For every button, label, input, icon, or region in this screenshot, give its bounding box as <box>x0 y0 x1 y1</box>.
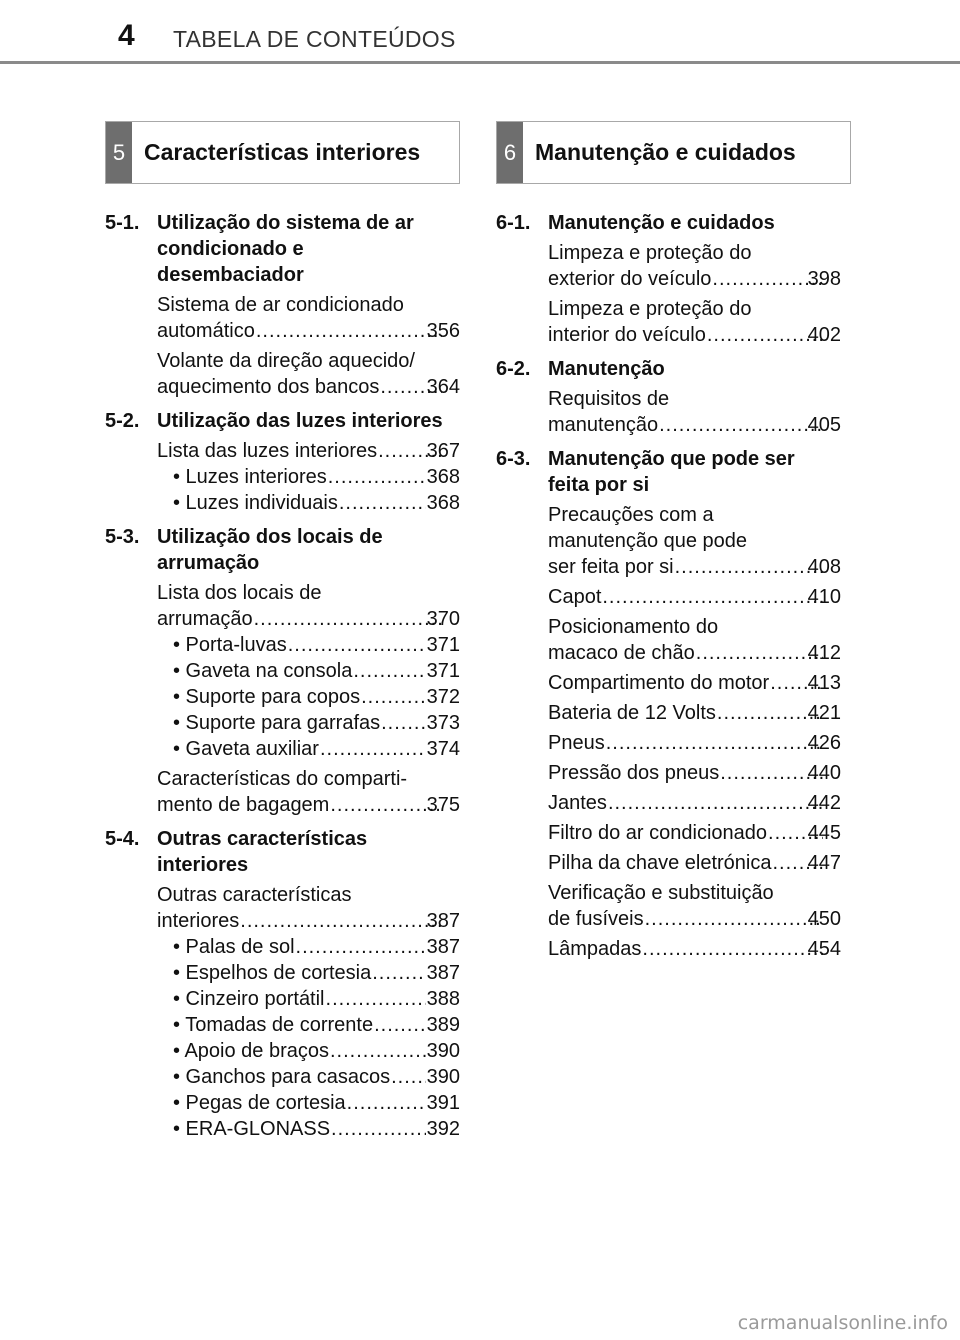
entry-text: mento de bagagem <box>157 794 330 816</box>
toc-column-5 <box>105 210 460 1150</box>
page-ref: 408 <box>807 556 841 578</box>
toc-entry[interactable] <box>548 700 841 726</box>
toc-entry[interactable] <box>157 766 460 818</box>
toc-entry[interactable] <box>548 820 841 846</box>
toc-subentry[interactable] <box>173 464 460 490</box>
page-ref: 392 <box>426 1118 460 1140</box>
page-ref: 356 <box>426 320 460 342</box>
page-number: 4 <box>118 19 135 52</box>
page-ref: 405 <box>807 414 841 436</box>
toc-entry[interactable] <box>548 584 841 610</box>
page-ref: 398 <box>807 268 841 290</box>
entry-text: Limpeza e proteção do <box>548 242 752 264</box>
entry-text: macaco de chão <box>548 642 695 664</box>
toc-entry[interactable] <box>548 670 841 696</box>
subentry-text: • Pegas de cortesia <box>173 1092 346 1114</box>
page-ref: 388 <box>426 988 460 1010</box>
toc-group-5-1 <box>105 210 460 400</box>
toc-entry[interactable] <box>548 240 841 292</box>
subentry-text: • Tomadas de corrente <box>173 1014 374 1036</box>
subentry-text: • Luzes interiores <box>173 466 327 488</box>
leader-dots <box>254 606 442 632</box>
leader-dots <box>328 464 426 490</box>
group-title-line: interiores <box>157 854 249 876</box>
entry-text: Filtro do ar condicionado <box>548 822 768 844</box>
leader-dots <box>391 1064 426 1090</box>
group-title-line: Manutenção e cuidados <box>548 212 775 234</box>
leader-dots <box>330 792 441 818</box>
group-title-line: Utilização do sistema de ar <box>157 212 414 234</box>
toc-group-5-3 <box>105 524 460 818</box>
page-ref: 391 <box>426 1092 460 1114</box>
toc-subentry[interactable] <box>173 736 460 762</box>
leader-dots <box>256 318 442 344</box>
entry-text: Pneus <box>548 732 605 754</box>
page-header <box>0 0 960 64</box>
entry-text: interiores <box>157 910 240 932</box>
page-ref: 368 <box>426 492 460 514</box>
toc-column-6 <box>496 210 841 970</box>
page-ref: 390 <box>426 1040 460 1062</box>
toc-group-heading[interactable] <box>496 210 841 236</box>
leader-dots <box>353 658 425 684</box>
leader-dots <box>696 640 823 666</box>
toc-entry[interactable] <box>548 936 841 962</box>
toc-subentry[interactable] <box>173 684 460 710</box>
group-number: 6-2. <box>496 358 531 380</box>
entry-text: Limpeza e proteção do <box>548 298 752 320</box>
leader-dots <box>296 934 426 960</box>
entry-text: manutenção <box>548 414 659 436</box>
page-ref: 390 <box>426 1066 460 1088</box>
section-number-badge: 5 <box>106 122 132 183</box>
toc-subentry[interactable] <box>173 986 460 1012</box>
group-title-line: feita por si <box>548 474 650 496</box>
header-divider <box>0 61 960 64</box>
toc-subentry[interactable] <box>173 1090 460 1116</box>
leader-dots <box>659 412 823 438</box>
leader-dots <box>326 986 426 1012</box>
group-number: 6-1. <box>496 212 531 234</box>
group-number: 5-4. <box>105 828 140 850</box>
page-ref: 370 <box>426 608 460 630</box>
leader-dots <box>712 266 822 292</box>
entry-text: Bateria de 12 Volts <box>548 702 716 724</box>
toc-entry[interactable] <box>548 790 841 816</box>
toc-entry[interactable] <box>157 292 460 344</box>
page-ref: 364 <box>426 376 460 398</box>
entry-text: Capot <box>548 586 602 608</box>
subentry-text: • Espelhos de cortesia <box>173 962 372 984</box>
page-ref: 375 <box>426 794 460 816</box>
toc-subentry[interactable] <box>173 1116 460 1142</box>
toc-entry[interactable] <box>157 348 460 400</box>
leader-dots <box>339 490 426 516</box>
group-number: 5-2. <box>105 410 140 432</box>
leader-dots <box>288 632 426 658</box>
entry-text: interior do veículo <box>548 324 706 346</box>
page-ref: 447 <box>807 852 841 874</box>
group-title-line: Utilização dos locais de <box>157 526 383 548</box>
toc-group-5-4 <box>105 826 460 1142</box>
entry-text: ser feita por si <box>548 556 674 578</box>
toc-group-heading[interactable] <box>105 210 460 288</box>
group-title-line: Outras características <box>157 828 368 850</box>
page-ref: 440 <box>807 762 841 784</box>
header-title: TABELA DE CONTEÚDOS <box>173 26 456 52</box>
group-title-line: arrumação <box>157 552 260 574</box>
page-ref: 371 <box>426 634 460 656</box>
entry-text: Lista dos locais de <box>157 582 322 604</box>
entry-text: Outras características <box>157 884 352 906</box>
leader-dots <box>381 710 426 736</box>
leader-dots <box>320 736 426 762</box>
section-number-badge: 6 <box>497 122 523 183</box>
toc-group-heading[interactable] <box>496 356 841 382</box>
leader-dots <box>707 322 823 348</box>
toc-group-6-1 <box>496 210 841 348</box>
page-ref: 387 <box>426 962 460 984</box>
subentry-text: • ERA-GLONASS <box>173 1118 331 1140</box>
subentry-text: • Suporte para copos <box>173 686 361 708</box>
page-ref: 372 <box>426 686 460 708</box>
page-ref: 373 <box>426 712 460 734</box>
toc-entry[interactable] <box>157 438 460 464</box>
entry-text: Verificação e substituição <box>548 882 774 904</box>
group-title-line: condicionado e <box>157 238 304 260</box>
page-ref: 374 <box>426 738 460 760</box>
entry-text: Pilha da chave eletrónica <box>548 852 772 874</box>
page-ref: 454 <box>807 938 841 960</box>
toc-entry[interactable] <box>548 850 841 876</box>
entry-text: Precauções com a <box>548 504 714 526</box>
page-ref: 402 <box>807 324 841 346</box>
subentry-text: • Cinzeiro portátil <box>173 988 325 1010</box>
group-title-line: desembaciador <box>157 264 304 286</box>
leader-dots <box>606 730 823 756</box>
leader-dots <box>645 906 823 932</box>
group-number: 5-3. <box>105 526 140 548</box>
subentry-text: • Luzes individuais <box>173 492 338 514</box>
subentry-text: • Apoio de braços <box>173 1040 329 1062</box>
entry-text: Características do comparti- <box>157 768 408 790</box>
entry-text: Compartimento do motor <box>548 672 770 694</box>
page-ref: 450 <box>807 908 841 930</box>
page-ref: 389 <box>426 1014 460 1036</box>
leader-dots <box>240 908 441 934</box>
entry-text: aquecimento dos bancos <box>157 376 380 398</box>
toc-group-6-3 <box>496 446 841 962</box>
entry-text: Posicionamento do <box>548 616 719 638</box>
group-title-line: Manutenção <box>548 358 665 380</box>
group-title-line: Manutenção que pode ser <box>548 448 795 470</box>
leader-dots <box>361 684 426 710</box>
leader-dots <box>331 1116 426 1142</box>
page-ref: 421 <box>807 702 841 724</box>
page-ref: 371 <box>426 660 460 682</box>
page-ref: 368 <box>426 466 460 488</box>
toc-group-heading[interactable] <box>496 446 841 498</box>
subentry-text: • Gaveta auxiliar <box>173 738 319 760</box>
toc-entry[interactable] <box>157 580 460 632</box>
page-ref: 367 <box>426 440 460 462</box>
entry-text: Volante da direção aquecido/ <box>157 350 415 372</box>
entry-text: Pressão dos pneus <box>548 762 720 784</box>
toc-subentry[interactable] <box>173 1064 460 1090</box>
toc-group-5-2 <box>105 408 460 516</box>
entry-text: automático <box>157 320 255 342</box>
section-header-5 <box>105 121 460 184</box>
section-title: Características interiores <box>144 139 421 165</box>
toc-subentry[interactable] <box>173 490 460 516</box>
leader-dots <box>330 1038 426 1064</box>
page-ref: 410 <box>807 586 841 608</box>
entry-text: Sistema de ar condicionado <box>157 294 404 316</box>
leader-dots <box>717 700 823 726</box>
toc-entry[interactable] <box>548 730 841 756</box>
section-header-6 <box>496 121 851 184</box>
toc-group-heading[interactable] <box>105 408 460 434</box>
watermark: carmanualsonline.info <box>737 1312 948 1334</box>
leader-dots <box>642 936 822 962</box>
entry-text: exterior do veículo <box>548 268 712 290</box>
page-ref: 445 <box>807 822 841 844</box>
section-title: Manutenção e cuidados <box>535 139 796 165</box>
group-number: 5-1. <box>105 212 140 234</box>
toc-subentry[interactable] <box>173 934 460 960</box>
subentry-text: • Ganchos para casacos <box>173 1066 391 1088</box>
toc-entry[interactable] <box>548 614 841 666</box>
entry-text: manutenção que pode <box>548 530 748 552</box>
toc-entry[interactable] <box>157 882 460 934</box>
subentry-text: • Suporte para garrafas <box>173 712 381 734</box>
entry-text: Jantes <box>548 792 607 814</box>
toc-subentry[interactable] <box>173 1012 460 1038</box>
subentry-text: • Palas de sol <box>173 936 295 958</box>
page-ref: 426 <box>807 732 841 754</box>
toc-entry[interactable] <box>548 760 841 786</box>
entry-text: Lâmpadas <box>548 938 642 960</box>
leader-dots <box>675 554 823 580</box>
subentry-text: • Porta-luvas <box>173 634 287 656</box>
toc-entry[interactable] <box>548 502 841 580</box>
toc-subentry[interactable] <box>173 1038 460 1064</box>
toc-subentry[interactable] <box>173 632 460 658</box>
entry-text: de fusíveis <box>548 908 644 930</box>
toc-group-6-2 <box>496 356 841 438</box>
leader-dots <box>602 584 822 610</box>
page-ref: 413 <box>807 672 841 694</box>
toc-entry[interactable] <box>548 880 841 932</box>
leader-dots <box>347 1090 426 1116</box>
toc-subentry[interactable] <box>173 710 460 736</box>
entry-text: Requisitos de <box>548 388 670 410</box>
page-ref: 442 <box>807 792 841 814</box>
leader-dots <box>372 960 425 986</box>
page-ref: 412 <box>807 642 841 664</box>
toc-subentry[interactable] <box>173 658 460 684</box>
group-number: 6-3. <box>496 448 531 470</box>
entry-text: arrumação <box>157 608 253 630</box>
group-title-line: Utilização das luzes interiores <box>157 410 443 432</box>
entry-text: Lista das luzes interiores <box>157 440 378 462</box>
toc-entry[interactable] <box>548 296 841 348</box>
toc-group-heading[interactable] <box>105 524 460 576</box>
toc-entry[interactable] <box>548 386 841 438</box>
leader-dots <box>608 790 823 816</box>
subentry-text: • Gaveta na consola <box>173 660 353 682</box>
toc-subentry[interactable] <box>173 960 460 986</box>
leader-dots <box>374 1012 426 1038</box>
page-ref: 387 <box>426 910 460 932</box>
toc-group-heading[interactable] <box>105 826 460 878</box>
page-ref: 387 <box>426 936 460 958</box>
